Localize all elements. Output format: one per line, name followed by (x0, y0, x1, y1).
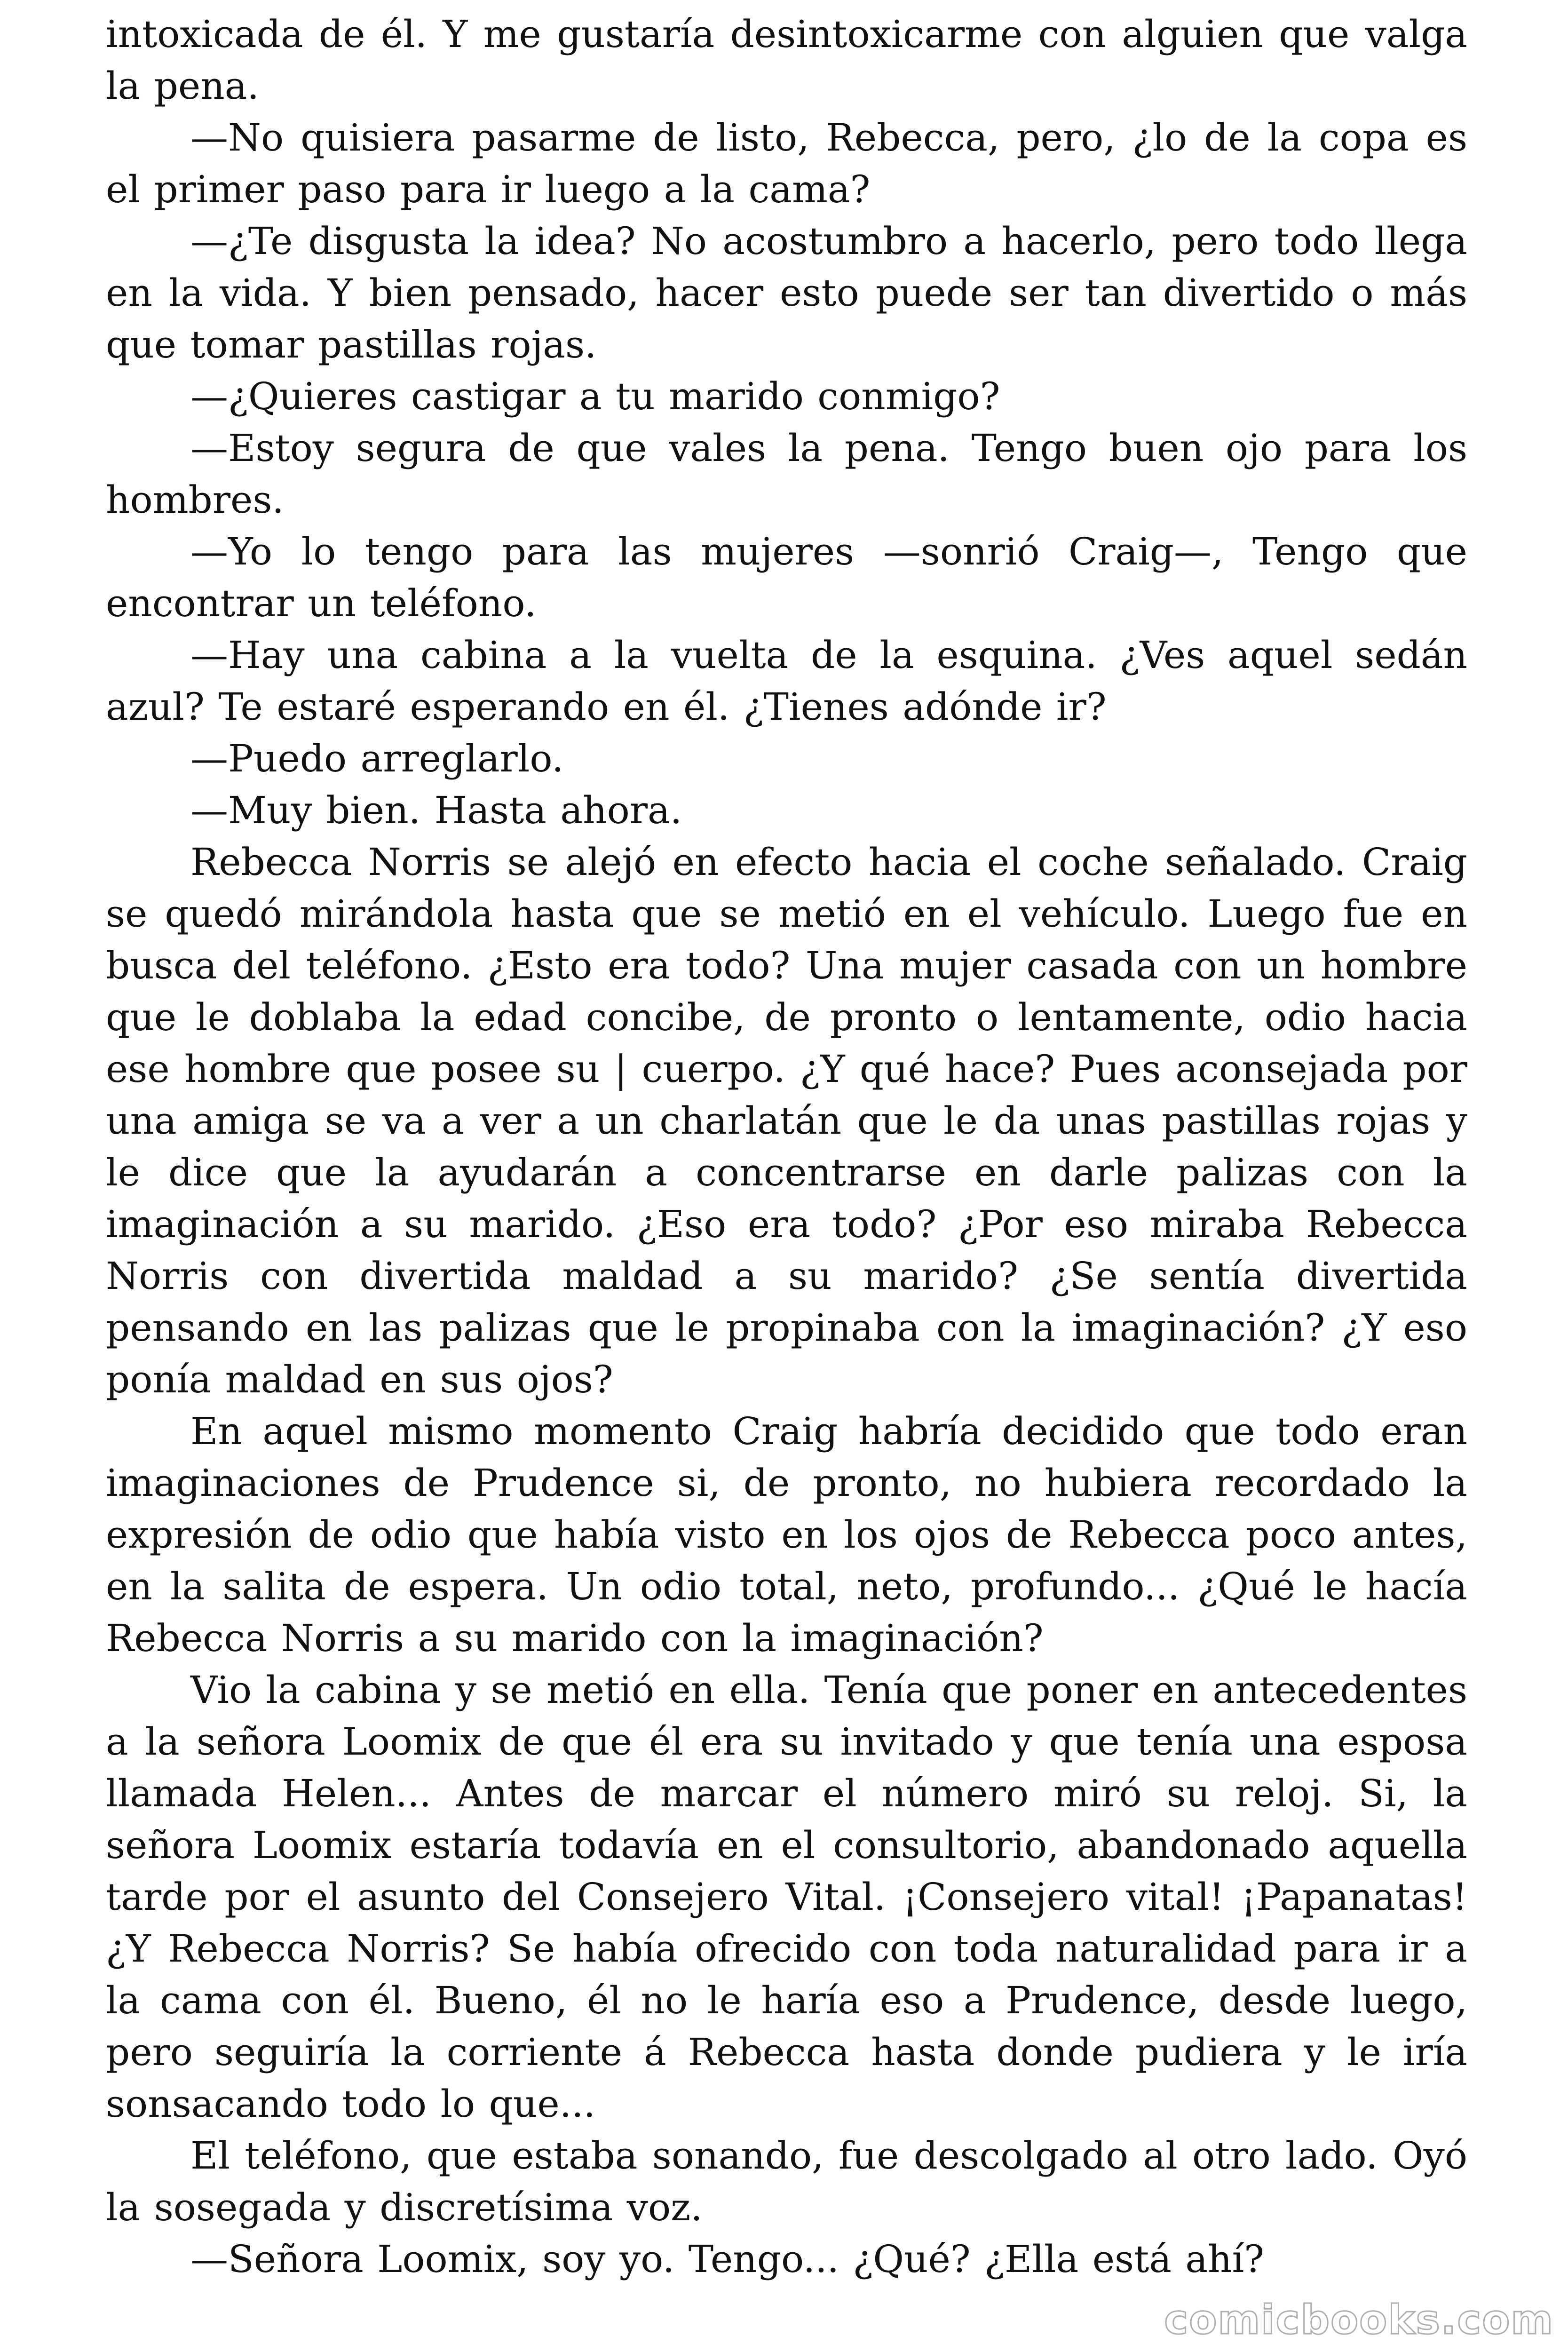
paragraph: —¿Te disgusta la idea? No acostumbro a hacerlo, pero todo llega en la vida. Y bien pensado, hacer esto puede ser tan divertido o más que tomar pastillas rojas. (106, 219, 1467, 366)
paragraph: —Hay una cabina a la vuelta de la esquina. ¿Ves aquel sedán azul? Te estaré esperando en él. ¿Tienes adónde ir? (106, 633, 1467, 729)
paragraph: —¿Quieres castigar a tu marido conmigo? (190, 374, 1000, 418)
paragraph: —No quisiera pasarme de listo, Rebecca, pero, ¿lo de la copa es el primer paso para ir luego a la cama? (106, 116, 1467, 211)
paragraph: En aquel mismo momento Craig habría decidido que todo eran imaginaciones de Prudence si, de pronto, no hubiera recordado la expresión de odio que había visto en los ojos de Rebecca poco antes, en la salita de espera. Un odio total, neto, profundo... ¿Qué le hacía Rebecca Norris a su marido con la imaginación? (106, 1409, 1467, 1660)
paragraph: El teléfono, que estaba sonando, fue descolgado al otro lado. Oyó la sosegada y discretísima voz. (106, 2134, 1467, 2229)
paragraph: Rebecca Norris se alejó en efecto hacia el coche señalado. Craig se quedó mirándola hasta que se metió en el vehículo. Luego fue en busca del teléfono. ¿Esto era todo? Una mujer casada con un hombre que le doblaba la edad concibe, de pronto o lentamente, odio hacia ese hombre que posee su | cuerpo. ¿Y qué hace? Pues aconsejada por una amiga se va a ver a un charlatán que le da unas pastillas rojas y le dice que la ayudarán a concentrarse en darle palizas con la imaginación a su marido. ¿Eso era todo? ¿Por eso miraba Rebecca Norris con divertida maldad a su marido? ¿Se sentía divertida pensando en las palizas que le propinaba con la imaginación? ¿Y eso ponía maldad en sus ojos? (106, 840, 1467, 1401)
paragraph: —Señora Loomix, soy yo. Tengo... ¿Qué? ¿Ella está ahí? (190, 2237, 1265, 2281)
paragraph: —Estoy segura de que vales la pena. Tengo buen ojo para los hombres. (106, 426, 1467, 522)
paragraph: —Yo lo tengo para las mujeres —sonrió Craig—, Tengo que encontrar un teléfono. (106, 530, 1467, 625)
paragraph: —Muy bien. Hasta ahora. (190, 788, 682, 832)
paragraph: —Puedo arreglarlo. (190, 737, 564, 780)
watermark: comicbooks.com (1164, 2296, 1554, 2344)
body-text (106, 8, 1467, 2285)
paragraph: intoxicada de él. Y me gustaría desintoxicarme con alguien que valga la pena. (106, 12, 1467, 108)
paragraph: Vio la cabina y se metió en ella. Tenía que poner en antecedentes a la señora Loomix de que él era su invitado y que tenía una esposa llamada Helen... Antes de marcar el número miró su reloj. Si, la señora Loomix estaría todavía en el consultorio, abandonado aquella tarde por el asunto del Consejero Vital. ¡Consejero vital! ¡Papanatas! ¿Y Rebecca Norris? Se había ofrecido con toda naturalidad para ir a la cama con él. Bueno, él no le haría eso a Prudence, desde luego, pero seguiría la corriente á Rebecca hasta donde pudiera y le iría sonsacando todo lo que... (106, 1668, 1467, 2126)
